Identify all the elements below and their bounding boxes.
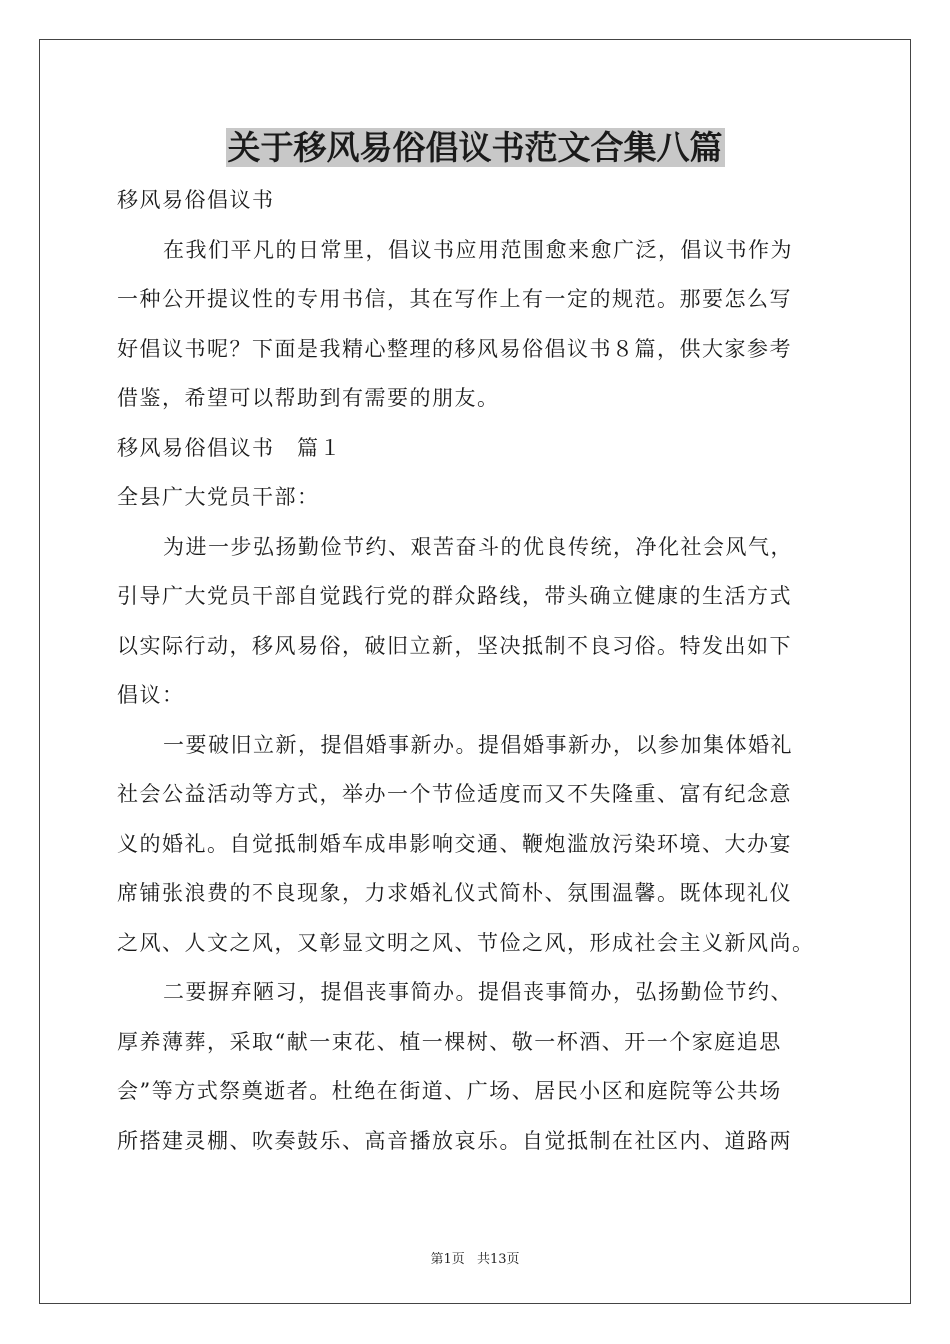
body-line: 一要破旧立新，提倡婚事新办。提倡婚事新办，以参加集体婚礼 bbox=[163, 732, 793, 757]
body-line: 在我们平凡的日常里，倡议书应用范围愈来愈广泛，倡议书作为 bbox=[163, 237, 793, 262]
document-title-text: 关于移风易俗倡议书范文合集八篇 bbox=[227, 128, 723, 167]
body-line: 席铺张浪费的不良现象，力求婚礼仪式简朴、氛围温馨。既体现礼仪 bbox=[117, 881, 792, 905]
body-line: 好倡议书呢？下面是我精心整理的移风易俗倡议书８篇，供大家参考 bbox=[117, 336, 792, 361]
body-line: 之风、人文之风，又彰显文明之风、节俭之风，形成社会主义新风尚。 bbox=[117, 930, 815, 955]
body-line: 所搭建灵棚、吹奏鼓乐、高音播放哀乐。自觉抵制在社区内、道路两 bbox=[117, 1128, 792, 1153]
body-line: 一种公开提议性的专用书信，其在写作上有一定的规范。那要怎么写 bbox=[117, 287, 792, 311]
page-number: 第1页 bbox=[430, 1252, 465, 1267]
document-title bbox=[0, 126, 950, 170]
body-line: 厚养薄葬，采取“献一束花、植一棵树、敬一杯酒、开一个家庭追思 bbox=[117, 1029, 782, 1054]
body-line: 义的婚礼。自觉抵制婚车成串影响交通、鞭炮滥放污染环境、大办宴 bbox=[117, 831, 792, 856]
page-footer bbox=[0, 1248, 950, 1267]
body-line: 社会公益活动等方式，举办一个节俭适度而又不失隆重、富有纪念意 bbox=[117, 782, 792, 806]
body-line: 二要摒弃陋习，提倡丧事简办。提倡丧事简办，弘扬勤俭节约、 bbox=[163, 980, 793, 1004]
body-line: 为进一步弘扬勤俭节约、艰苦奋斗的优良传统，净化社会风气， bbox=[163, 534, 793, 559]
section-heading: 移风易俗倡议书 篇１ bbox=[117, 435, 342, 460]
salutation: 全县广大党员干部： bbox=[117, 485, 320, 509]
body-line: 倡议： bbox=[117, 683, 185, 707]
body-line: 移风易俗倡议书 bbox=[117, 188, 275, 212]
document-body bbox=[117, 176, 857, 1166]
body-line: 引导广大党员干部自觉践行党的群众路线，带头确立健康的生活方式 bbox=[117, 584, 792, 608]
body-line: 借鉴，希望可以帮助到有需要的朋友。 bbox=[117, 386, 500, 410]
body-line: 以实际行动，移风易俗，破旧立新，坚决抵制不良习俗。特发出如下 bbox=[117, 633, 792, 658]
body-line: 会”等方式祭奠逝者。杜绝在街道、广场、居民小区和庭院等公共场 bbox=[117, 1079, 782, 1103]
page-total: 共13页 bbox=[476, 1252, 520, 1267]
